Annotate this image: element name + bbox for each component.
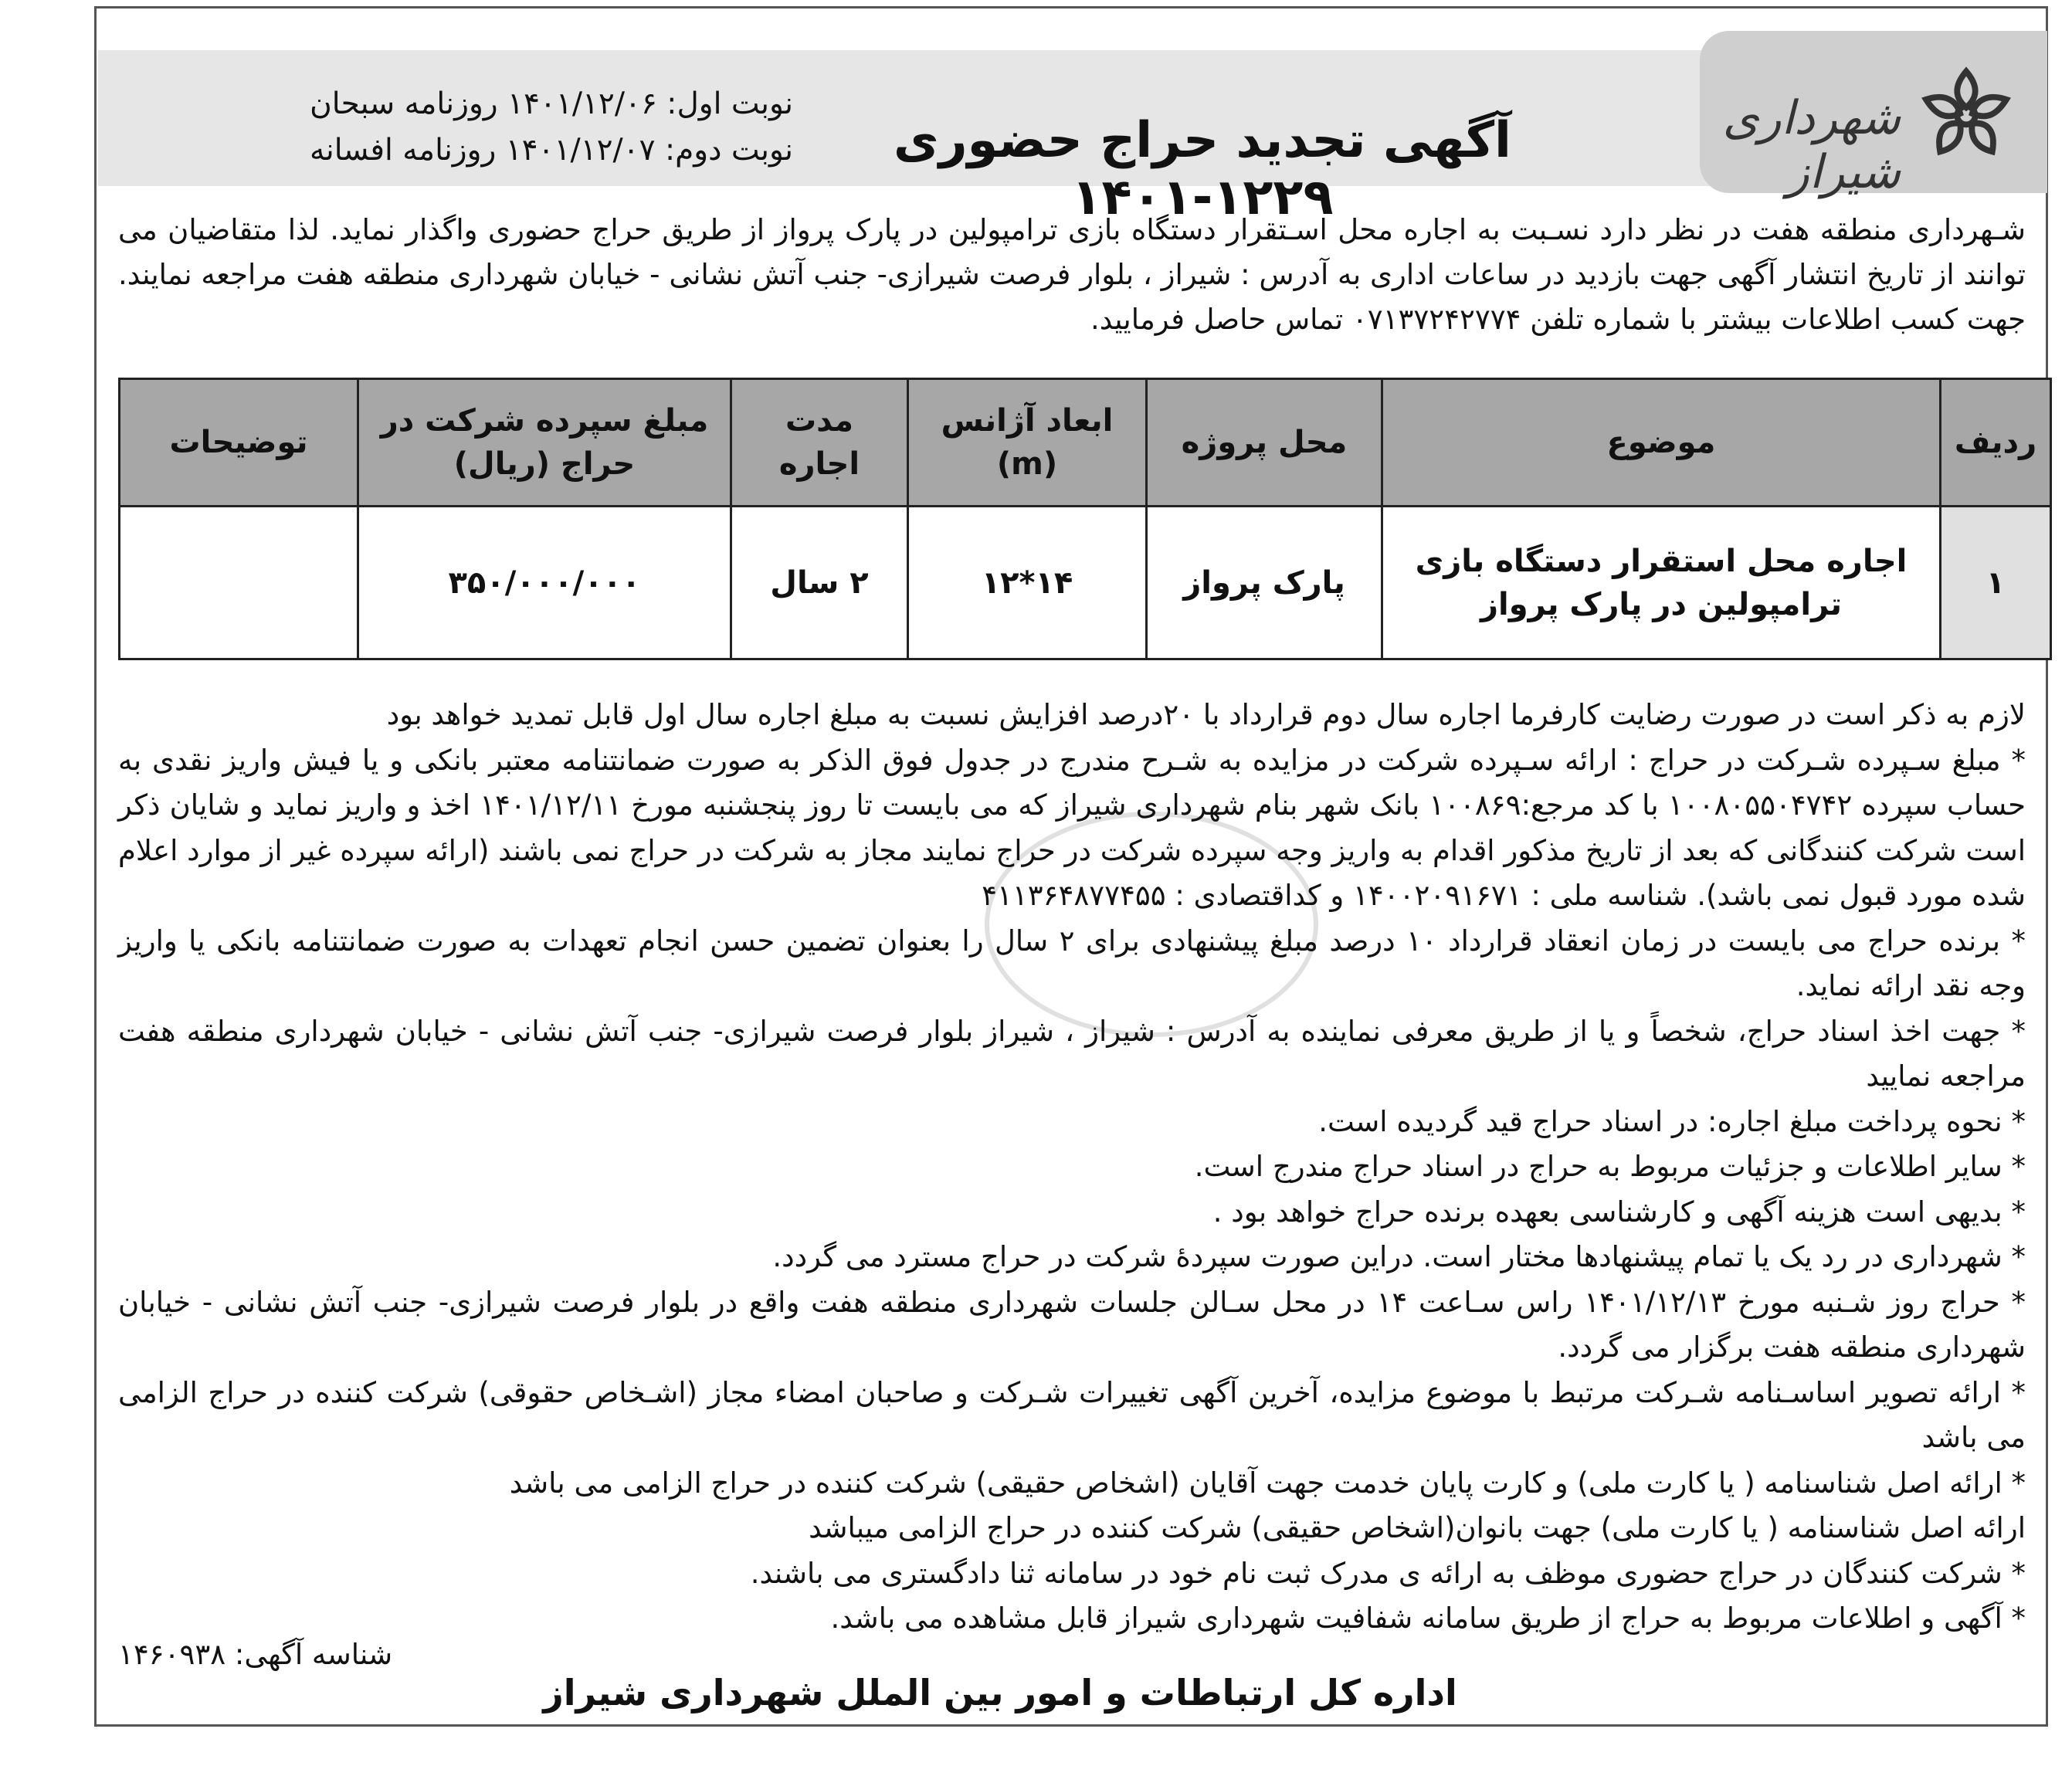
condition-paragraph: * حراج روز شـنبه مورخ ۱۴۰۱/۱۲/۱۳ راس سـاعت ۱۴ در محل سـالن جلسات شهرداری منطقه هفت واقع در بلوار فرصت شیرازی- جنب آتش نشانی - خیابان شهرداری منطقه هفت برگزار می گردد. <box>118 1285 2026 1364</box>
col-notes: توضیحات <box>120 379 358 507</box>
cell-dimensions: ۱۴*۱۲ <box>908 507 1147 659</box>
condition-paragraph: * ارائه اصل شناسنامه ( یا کارت ملی) و کارت پایان خدمت جهت آقایان (اشخاص حقیقی) شرکت کننده در حراج الزامی می باشد <box>509 1466 2026 1500</box>
conditions-text <box>118 693 2026 1642</box>
footer-signature: اداره کل ارتباطات و امور بین الملل شهرداری شیراز <box>543 1672 1457 1714</box>
table-header-row <box>120 379 2051 507</box>
col-location: محل پروژه <box>1147 379 1382 507</box>
col-dimensions: ابعاد آژانس (m) <box>908 379 1147 507</box>
notice-first: نوبت اول: ۱۴۰۱/۱۲/۰۶ روزنامه سبحان <box>310 86 793 121</box>
notice-second: نوبت دوم: ۱۴۰۱/۱۲/۰۷ روزنامه افسانه <box>309 133 793 168</box>
advertisement-frame <box>94 6 2048 1727</box>
logo-box <box>1700 31 2047 199</box>
condition-paragraph: * شهرداری در رد یک یا تمام پیشنهادها مختار است. دراین صورت سپردهٔ شرکت در حراج مسترد می گردد. <box>772 1240 2026 1273</box>
cell-location: پارک پرواز <box>1147 507 1382 659</box>
table-row <box>120 507 2051 659</box>
condition-paragraph: * جهت اخذ اسناد حراج، شخصاً و یا از طریق معرفی نماینده به آدرس : شیراز ، شیراز بلوار فرصت شیرازی- جنب آتش نشانی - خیابان شهرداری منطقه هفت مراجعه نمایید <box>118 1014 2026 1093</box>
condition-paragraph: * شرکت کنندگان در حراج حضوری موظف به ارائه ی مدرک ثبت نام خود در سامانه ثنا دادگستری می باشند. <box>750 1556 2026 1590</box>
condition-paragraph: لازم به ذکر است در صورت رضایت کارفرما اجاره سال دوم قرارداد با ۲۰درصد افزایش نسبت به مبلغ اجاره سال اول قابل تمدید خواهد بود <box>386 698 2026 731</box>
cell-deposit: ۳۵۰/۰۰۰/۰۰۰ <box>358 507 731 659</box>
condition-paragraph: * مبلغ سـپرده شـرکت در حراج : ارائه سـپرده شرکت در مزایده به شـرح مندرج در جدول فوق الذکر به صورت ضمانتنامه معتبر بانکی و یا فیش واریز نقدی به حساب سپرده ۱۰۰۸۰۵۵۰۴۷۴۲ با کد مرجع:۱۰۰۸۶۹ بانک شهر بنام شهرداری شیراز که می بایست تا روز پنجشنبه مورخ ۱۴۰۱/۱۲/۱۱ اخذ و واریز نماید و شایان ذکر است شرکت کنندگانی که بعد از تاریخ مذکور اقدام به واریز وجه سپرده شرکت در حراج نمایند مجاز به شرکت در حراج نمی باشند (ارائه سپرده غیر از موارد اعلام شده مورد قبول نمی باشد). شناسه ملی : ۱۴۰۰۲۰۹۱۶۷۱ و کداقتصادی : ۴۱۱۳۶۴۸۷۷۴۵۵ <box>118 743 2026 912</box>
logo-wordmark: شهرداری شیراز <box>1722 91 1901 199</box>
cell-duration: ۲ سال <box>731 507 908 659</box>
publication-notices <box>222 81 793 174</box>
condition-paragraph: * ارائه تصویر اساسـنامه شـرکت مرتبط با موضوع مزایده، آخرین آگهی تغییرات شـرکت و صاحبان امضاء مجاز (اشـخاص حقوقی) شرکت کننده در حراج الزامی می باشد <box>118 1375 2026 1454</box>
condition-paragraph: * بدیهی است هزینه آگهی و کارشناسی بعهده برنده حراج خواهد بود . <box>1212 1195 2026 1229</box>
cell-row: ۱ <box>1941 507 2051 659</box>
condition-paragraph: ارائه اصل شناسنامه ( یا کارت ملی) جهت بانوان(اشخاص حقیقی) شرکت کننده در حراج الزامی میباشد <box>809 1511 2026 1544</box>
condition-paragraph: * برنده حراج می بایست در زمان انعقاد قرارداد ۱۰ درصد مبلغ پیشنهادی برای ۲ سال را بعنوان تضمین حسن انجام تعهدات به صورت ضمانتنامه بانکی یا واریز وجه نقد ارائه نماید. <box>118 924 2026 1002</box>
auction-table <box>118 378 2052 660</box>
col-row: ردیف <box>1941 379 2051 507</box>
cell-subject: اجاره محل استقرار دستگاه بازی ترامپولین در پارک پرواز <box>1382 507 1941 659</box>
col-deposit: مبلغ سپرده شرکت در حراج (ریال) <box>358 379 731 507</box>
intro-paragraph: شـهرداری منطقه هفت در نظر دارد نسـبت به اجاره محل اسـتقرار دستگاه بازی ترامپولین در پارک پرواز از طریق حراج حضوری واگذار نماید. لذا متقاضیان می توانند از تاریخ انتشار آگهی جهت بازدید در ساعات اداری به آدرس : شیراز ، بلوار فرصت شیرازی- جنب آتش نشانی - خیابان شهرداری منطقه هفت مراجعه نمایند. جهت کسب اطلاعات بیشتر با شماره تلفن ۰۷۱۳۷۲۴۲۷۷۴ تماس حاصل فرمایید. <box>118 213 2026 336</box>
page-title: آگهی تجدید حراج حضوری ۱۲۲۹-۱۴۰۱ <box>894 112 1511 226</box>
header-band <box>98 50 2047 226</box>
ad-code: شناسه آگهی: ۱۴۶۰۹۳۸ <box>118 1638 393 1671</box>
cell-notes <box>120 507 358 659</box>
condition-paragraph: * آگهی و اطلاعات مربوط به حراج از طریق سامانه شفافیت شهرداری شیراز قابل مشاهده می باشد. <box>830 1602 2026 1635</box>
condition-paragraph: * نحوه پرداخت مبلغ اجاره: در اسناد حراج قید گردیده است. <box>1318 1104 2026 1138</box>
shiraz-flower-logo-icon <box>1916 63 2016 164</box>
col-duration: مدت اجاره <box>731 379 908 507</box>
condition-paragraph: * سایر اطلاعات و جزئیات مربوط به حراج در اسناد حراج مندرج است. <box>1194 1150 2026 1183</box>
col-subject: موضوع <box>1382 379 1941 507</box>
